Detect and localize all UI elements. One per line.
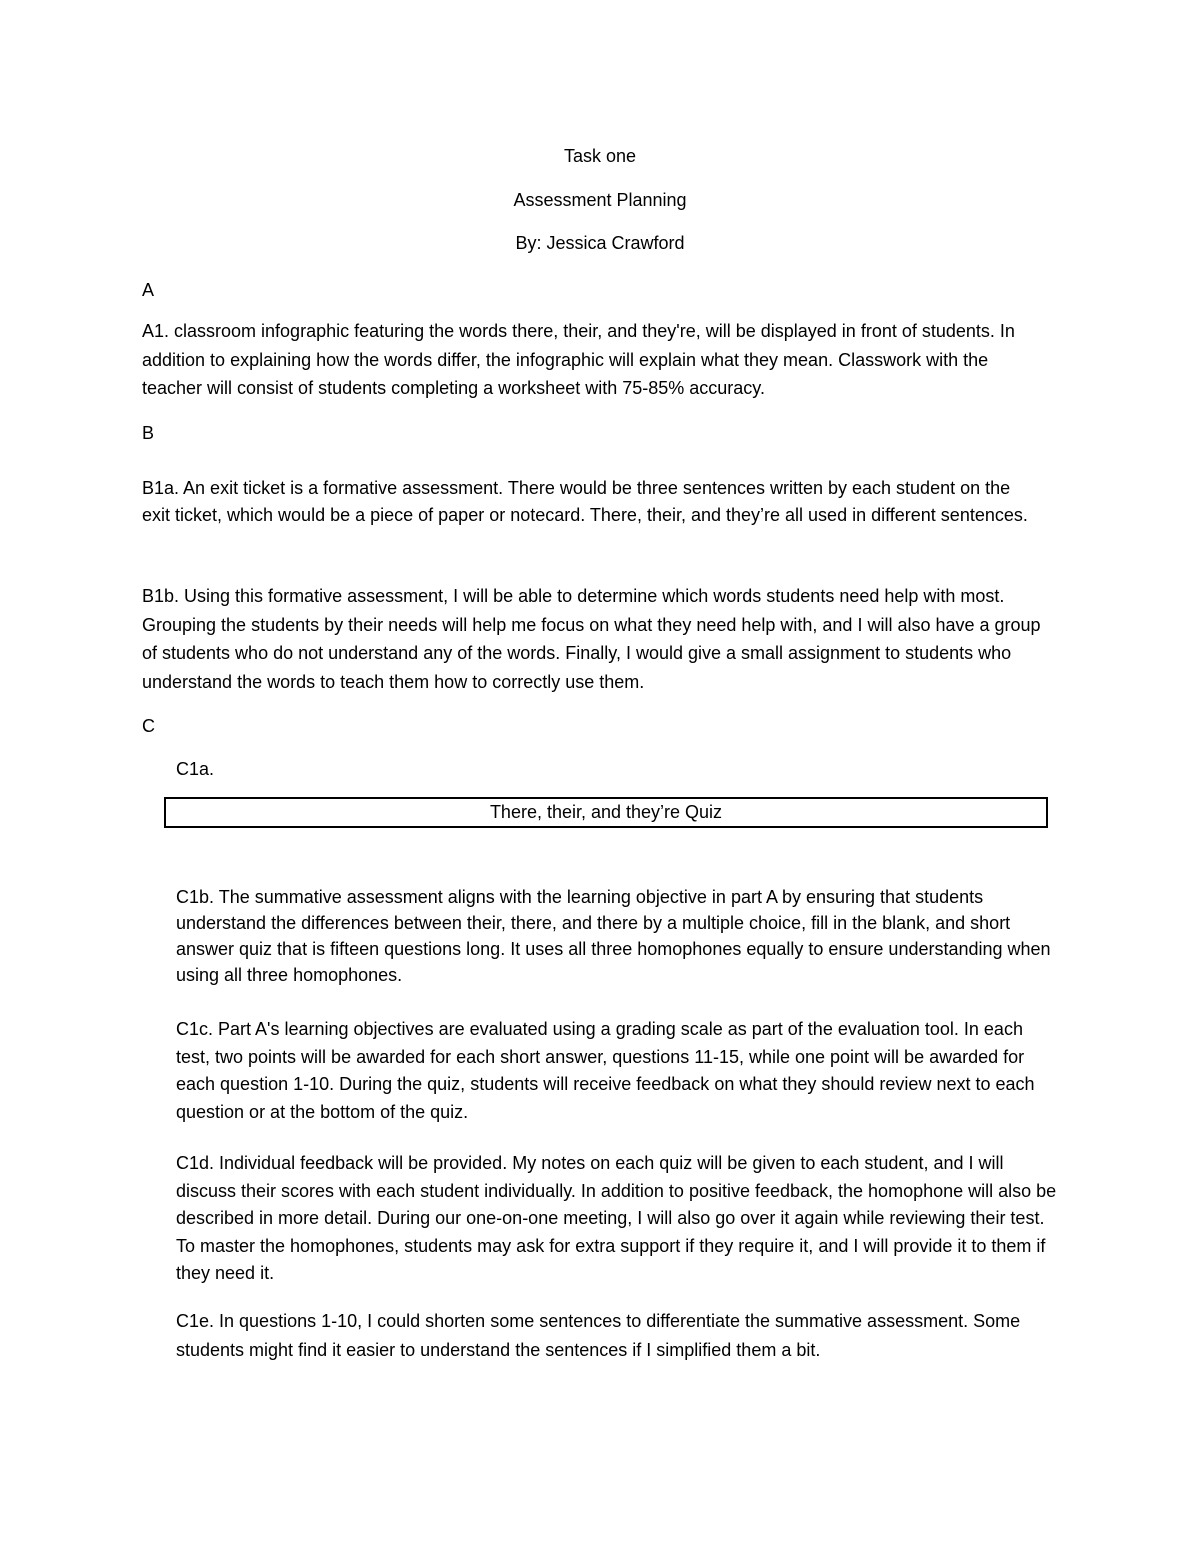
section-heading-c: C (142, 716, 155, 736)
paragraph-c1d: C1d. Individual feedback will be provided. My notes on each quiz will be given to each student, and I will discuss their scores with each student individually. In addition to positive feedback, the homophone will also be described in more detail. During our one-on-one meeting, I will also go over it again while reviewing their test. To master the homophones, students may ask for extra support if they require it, and I will provide it to them if they need it. (176, 1153, 1057, 1283)
paragraph-c1c: C1c. Part A's learning objectives are evaluated using a grading scale as part of the evaluation tool. In each test, two points will be awarded for each short answer, questions 11-15, while one point will be awarded for each question 1-10. During the quiz, students will receive feedback on what they should review next to each question or at the bottom of the quiz. (176, 1019, 1035, 1122)
paragraph-a1: A1. classroom infographic featuring the words there, their, and they're, will be displayed in front of students. In addition to explaining how the words differ, the infographic will explain what they mean. Classwork with the teacher will consist of students completing a worksheet with 75-85% accuracy. (142, 321, 1015, 398)
section-heading-a: A (142, 280, 155, 300)
quiz-title-box: There, their, and they’re Quiz (164, 797, 1048, 828)
paragraph-b1a: B1a. An exit ticket is a formative assessment. There would be three sentences written by each student on the exit ticket, which would be a piece of paper or notecard. There, their, and they’re all used in different sentences. (142, 478, 1028, 525)
document-title: Task one (563, 146, 637, 166)
document-subtitle: Assessment Planning (513, 190, 687, 210)
paragraph-b1b: B1b. Using this formative assessment, I will be able to determine which words students need help with most. Grouping the students by their needs will help me focus on what they need help with, and I will also have a group of students who do not understand any of the words. Finally, I would give a small assignment to students who understand the words to teach them how to correctly use them. (142, 586, 1041, 692)
document-author: By: Jessica Crawford (515, 233, 685, 253)
c1a-label: C1a. (176, 759, 215, 779)
paragraph-c1b: C1b. The summative assessment aligns with the learning objective in part A by ensuring that students understand the differences between their, there, and there by a multiple choice, fill in the blank, and short answer quiz that is fifteen questions long. It uses all three homophones equally to ensure understanding when using all three homophones. (176, 887, 1051, 985)
paragraph-c1e: C1e. In questions 1-10, I could shorten some sentences to differentiate the summative assessment. Some students might find it easier to understand the sentences if I simplified them a bit. (176, 1311, 1021, 1360)
section-heading-b: B (142, 423, 155, 443)
